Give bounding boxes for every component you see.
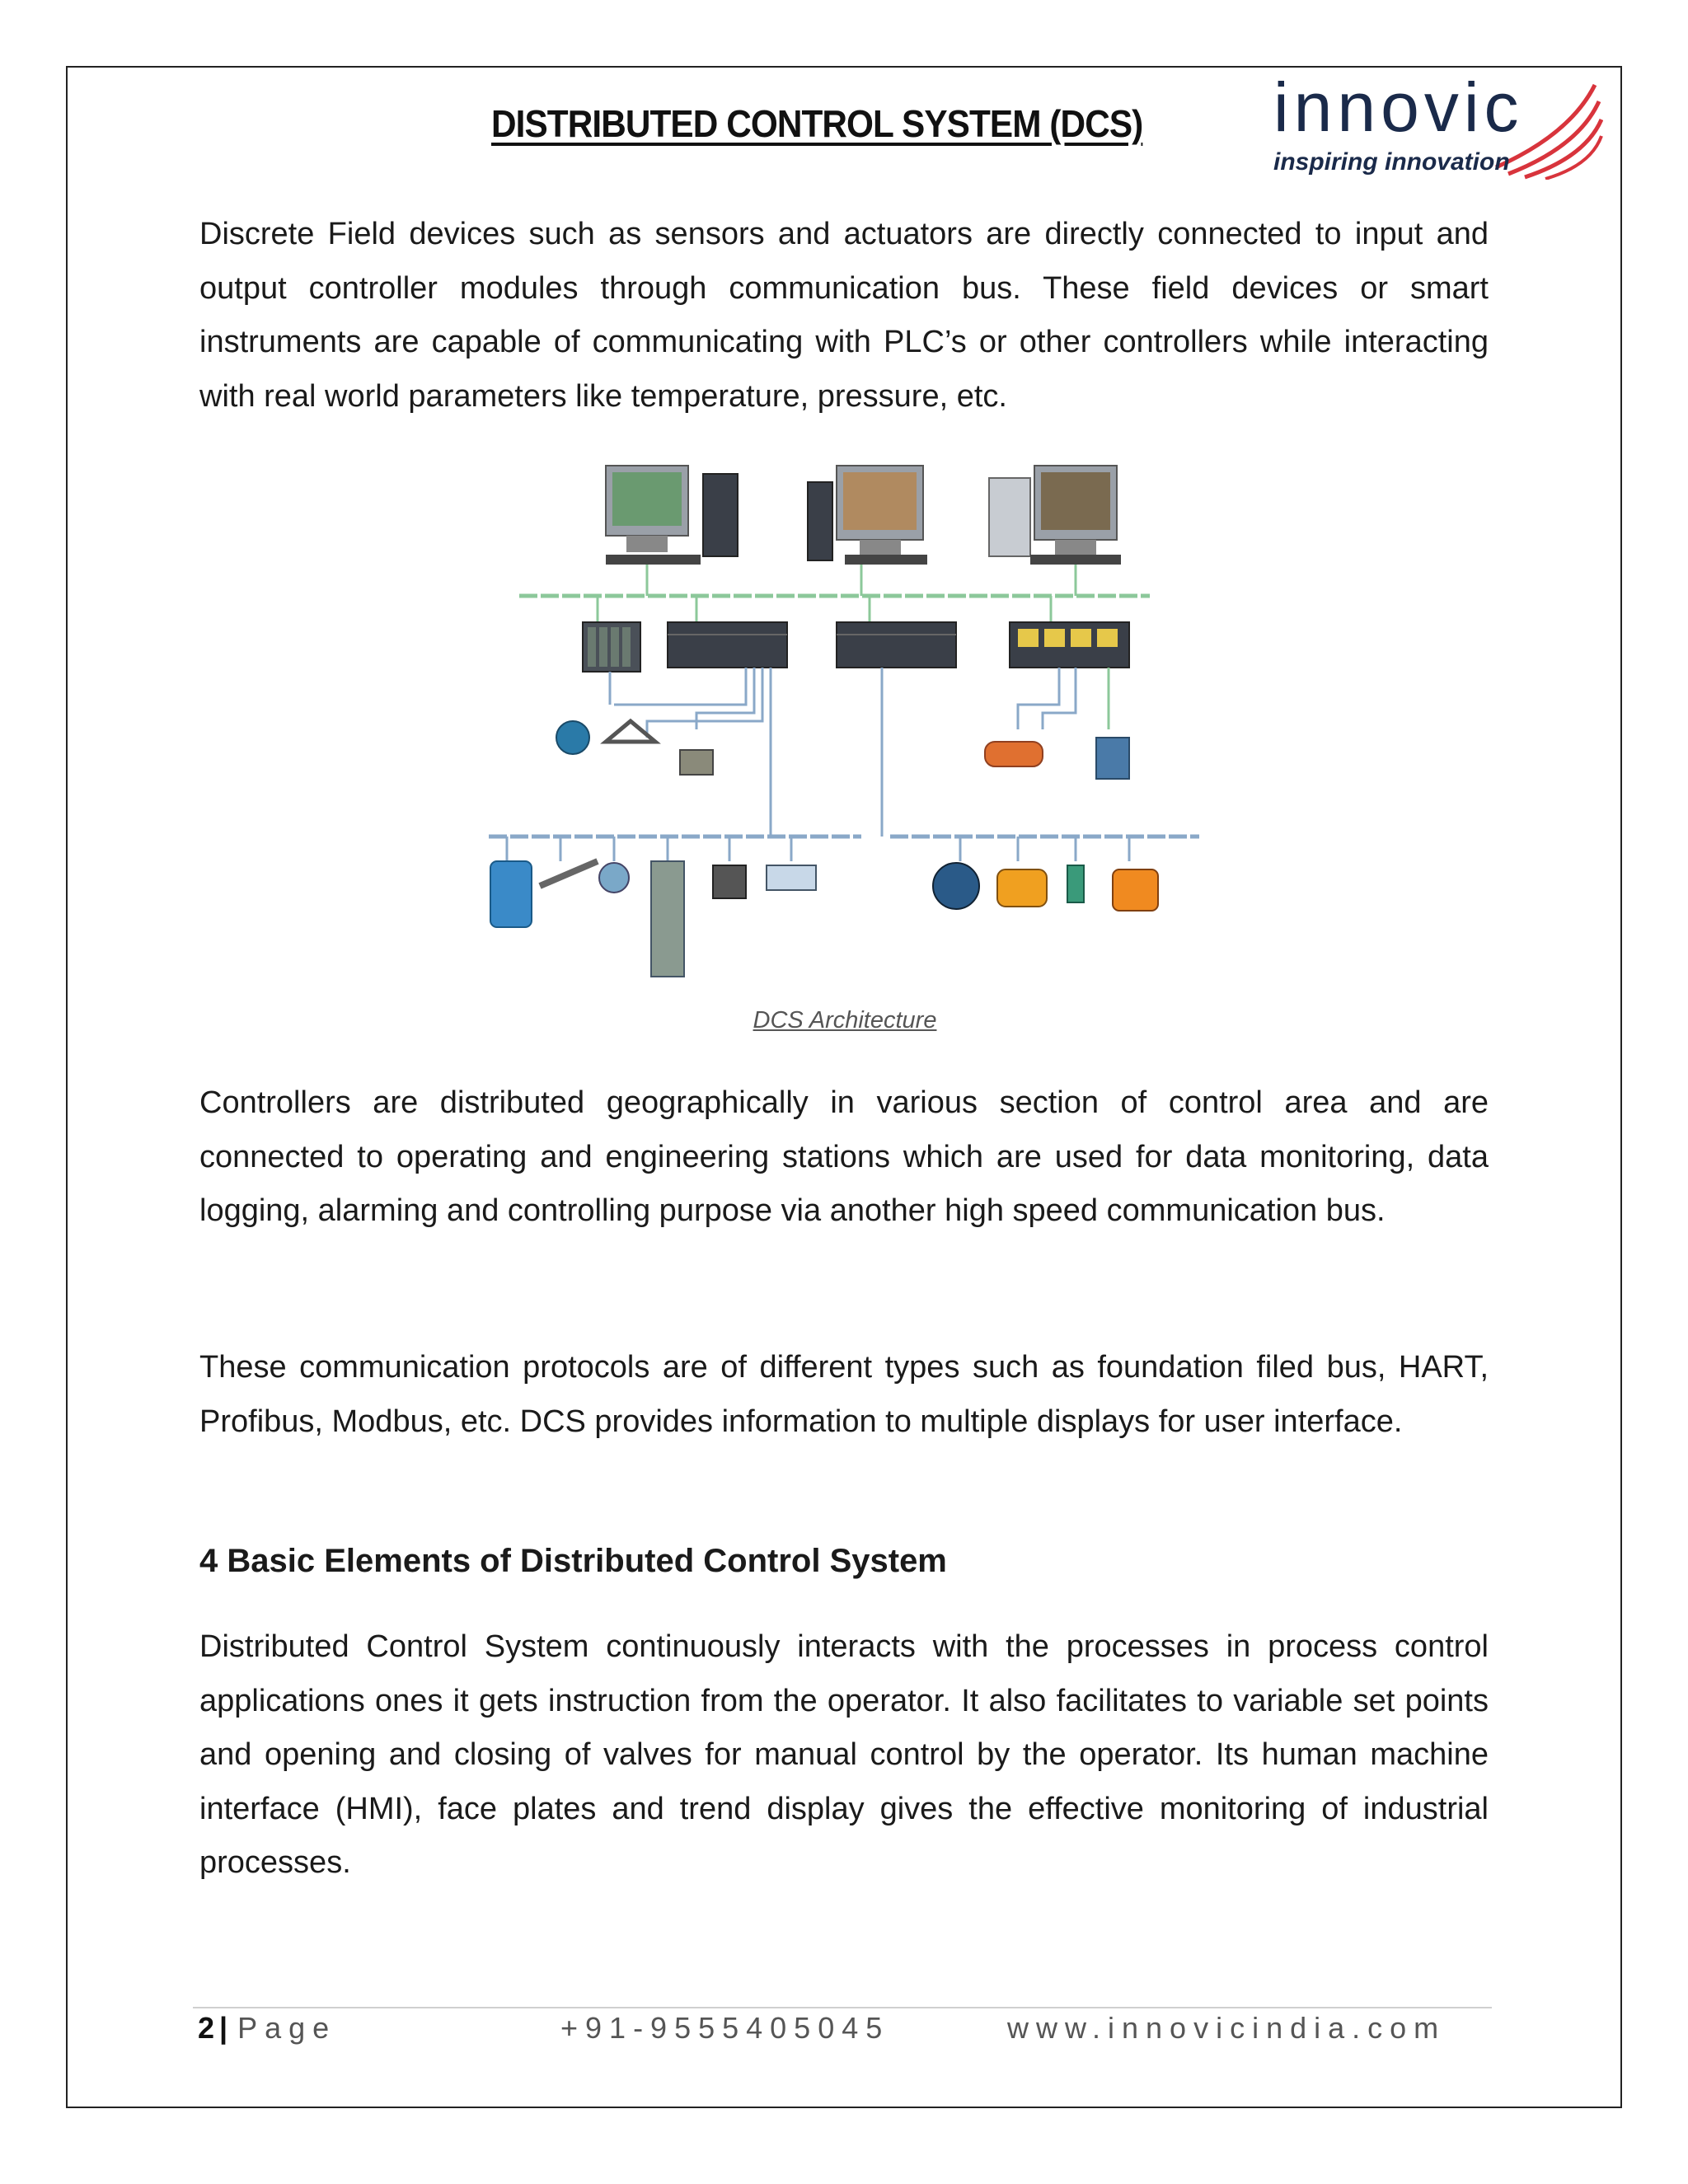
controller-2 <box>668 622 787 668</box>
pressure-transmitter-icon <box>1096 738 1129 779</box>
workstation-3 <box>989 466 1121 565</box>
logo-tagline: inspiring innovation <box>1273 148 1510 176</box>
workstation-1 <box>606 466 738 565</box>
io-module-icon <box>713 865 746 898</box>
transmitter-icon <box>556 721 589 754</box>
controller-4 <box>1010 622 1129 668</box>
footer-page <box>198 2011 336 2046</box>
field-transmitter-icon <box>490 861 532 927</box>
valve-icon <box>680 750 713 775</box>
sensor-icon <box>599 863 629 893</box>
logo-wordmark: innovic <box>1273 68 1524 146</box>
controller-3 <box>837 622 956 668</box>
footer-phone: +91-9555405045 <box>560 2011 890 2045</box>
page-title: DISTRIBUTED CONTROL SYSTEM (DCS) <box>491 102 1143 145</box>
paragraph-field-devices: Discrete Field devices such as sensors and actuators are directly connected to input and output controller modules through communication bus. These field devices or smart instruments are capable of communicating with PLC’s or other controllers while interacting with real world parameters like temperature, pressure, etc. <box>199 217 1489 414</box>
controller-1 <box>583 622 640 672</box>
temperature-probe-icon <box>540 861 598 886</box>
page-label: Page <box>237 2011 337 2045</box>
workstation-2 <box>808 466 927 565</box>
footer-website: www.innovicindia.com <box>1007 2011 1447 2045</box>
figure-caption: DCS Architecture <box>753 1007 937 1033</box>
page-number: 2 <box>198 2011 215 2045</box>
control-valve-icon <box>651 861 684 977</box>
actuator-yellow-icon <box>997 869 1047 907</box>
section-heading: 4 Basic Elements of Distributed Control System <box>199 1543 947 1579</box>
actuator-icon <box>985 742 1043 766</box>
footer-divider <box>193 2007 1492 2008</box>
footer-separator: | <box>219 2011 228 2045</box>
paragraph-basic-elements: Distributed Control System continuously interacts with the processes in process control applications ones it gets instruction from the operator. It also facilitates to variable set points and opening and closing of valves for manual control by the operator. Its human machine interface (HMI), face plates and trend display gives the effective monitoring of industrial processes. <box>199 1629 1489 1880</box>
innovic-logo <box>1273 68 1603 180</box>
valve-actuator-icon <box>1113 869 1158 911</box>
dcs-architecture-diagram <box>482 457 1207 993</box>
device-box-icon <box>767 865 816 890</box>
paragraph-protocols: These communication protocols are of different types such as foundation filed bus, HART, Profibus, Modbus, etc. DCS provides information to multiple displays for user interface. <box>199 1350 1489 1439</box>
motor-icon <box>933 863 979 909</box>
proximity-sensor-icon <box>1067 865 1084 902</box>
paragraph-controllers: Controllers are distributed geographically in various section of control area and are connected to operating and engineering stations which are used for data monitoring, data logging, alarming and controlling purpose via another high speed communication bus. <box>199 1085 1489 1228</box>
